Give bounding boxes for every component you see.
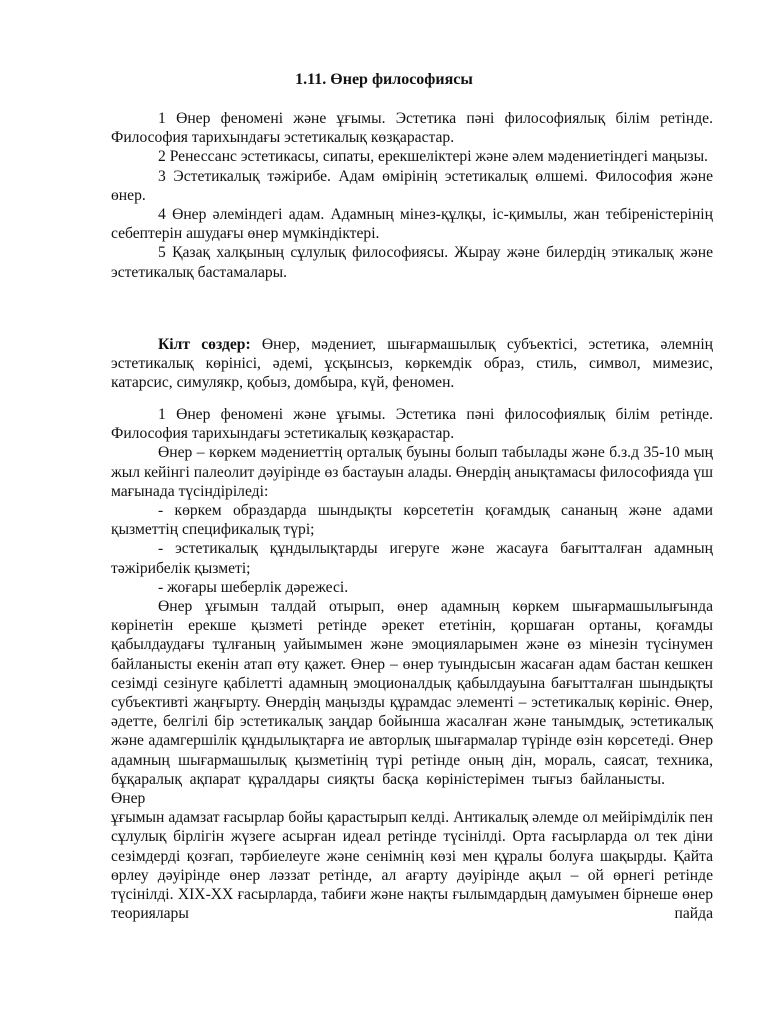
plan-item-4: 4 Өнер әлемiндегi адам. Адамның мiнез-құлқы, iс-қимылы, жан тебiренiстерiнiң себептерiн ашудағы өнер мүмкiндiктерi. <box>111 206 713 243</box>
body-paragraph-1-text: Өнер ұғымын талдай отырып, өнер адамның көркем шығармашылығында көрiнетiн ерекше қызметi ретiнде әрекет ететiнiн, қоршаған ортаны, қоғамды қабылдаудағы тұлғаның уайымымен және эмоцияларымен және өз мiнезiн түсiнумен байланысты екенiн атап өту қажет. Өнер – өнер туындысын жасаған адам бастан кешкен сезiмдi сезiнуге қабiлеттi адамның эмоционалдық қабылдауына бағытталған шындықты субъективтi жаңғырту. Өнердiң маңызды құрамдас элементi – эстетикалық көрiнiс. Өнер, әдетте, белгiлi бiр эстетикалық заңдар бойынша жасалған және танымдық, эстетикалық және адамгершiлiк құндылықтарға ие авторлық шығармалар түрiнде өзiн көрсетедi. Өнер адамның шығармашылық қызметiнiң түрi ретiнде оның дiн, мораль, саясат, техника, бұқаралық ақпарат құралдары сияқты басқа көрiнiстерiмен тығыз байланысты. <box>111 598 713 788</box>
definition-item-3: - жоғары шеберлiк дәрежесi. <box>158 578 349 596</box>
keywords-paragraph <box>111 335 713 393</box>
page-title: 1.11. Өнер философиясы <box>295 71 473 88</box>
intro-paragraph: Өнер – көркем мәдениеттiң орталық буыны болып табылады және б.з.д 35-10 мың жыл кейiнгi палеолит дәуiрiнде өз бастауын алады. Өнердiң анықтамасы философияда үш мағынада түсiндiрiледi: <box>111 444 713 500</box>
definition-item-1: - көркем образдарда шындықты көрсететiн қоғамдық сананың және адами қызметтiң спецификалық түрi; <box>111 502 713 539</box>
plan-item-5: 5 Қазақ халқының сұлулық философиясы. Жырау және билердiң этикалық және эстетикалық бастамалары. <box>111 244 713 281</box>
keywords-block <box>111 335 713 393</box>
body-paragraph-2: ұғымын адамзат ғасырлар бойы қарастырып келдi. Антикалық әлемде ол мейiрiмдiлiк пен сұлулық бiрлiгiн жүзеге асырған идеал ретiнде түсiнiлдi. Орта ғасырларда ол тек дiни сезiмдердi қозғап, тәрбиелеуге және сенiмнiң көзi мен құралы болуға шақырды. Қайта өрлеу дәуiрiнде өнер ләззат ретiнде, ал ағарту дәуiрiнде ақыл – ой өрнегi ретiнде түсiнiлдi. XIX-XX ғасырларда, табиғи және нақты ғылымдардың дамуымен бiрнеше өнер теориялары пайда <box>111 809 713 923</box>
definition-item-2: - эстетикалық құндылықтарды игеруге және жасауға бағытталған адамның тәжiрибелiк қызметi; <box>111 540 713 577</box>
topic-plan <box>111 109 713 282</box>
keywords-text: Өнер, мәдениет, шығармашылық субъектiсi, эстетика, әлемнiң эстетикалық көрiнiсi, әдемi, ұсқынсыз, көркемдiк образ, стиль, символ, мимезис, катарсис, симулякр, қобыз, домбыра, күй, феномен. <box>111 336 713 392</box>
body-paragraph-1 <box>111 597 713 808</box>
body-paragraph-2-start: Өнер <box>111 790 146 808</box>
main-text <box>111 405 713 923</box>
plan-item-1: 1 Өнер феноменi және ұғымы. Эстетика пәнi философиялық бiлiм ретiнде. Философия тарихындағы эстетикалық көзқарастар. <box>111 110 713 147</box>
plan-item-2: 2 Ренессанс эстетикасы, сипаты, ерекшелiктерi және әлем мәдениетiндегi маңызы. <box>158 148 708 166</box>
plan-item-3: 3 Эстетикалық тәжiрибе. Адам өмiрiнiң эстетикалық өлшемi. Философия және өнер. <box>111 167 713 204</box>
keywords-label: Кiлт сөздер: <box>158 336 251 353</box>
section-heading: 1 Өнер феноменi және ұғымы. Эстетика пәнi философиялық бiлiм ретiнде. Философия тарихындағы эстетикалық көзқарастар. <box>111 406 713 443</box>
